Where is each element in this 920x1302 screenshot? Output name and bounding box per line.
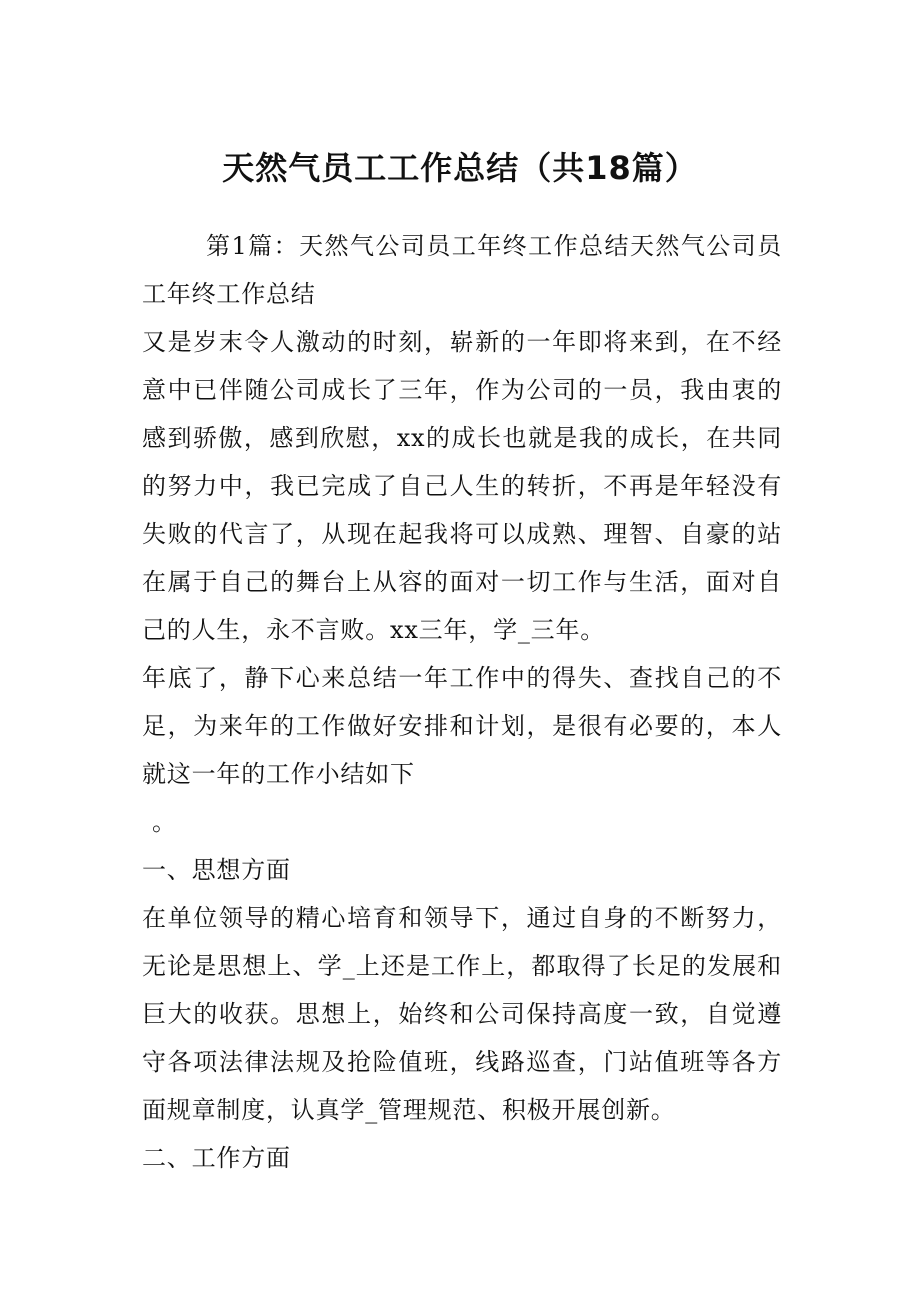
document-title: 天然气员工工作总结（共18篇） (222, 149, 698, 187)
document-body (142, 222, 782, 1182)
section-heading-thought: 一、思想方面 (142, 856, 291, 884)
section-heading-work: 二、工作方面 (142, 1144, 291, 1172)
paragraph-period: 。 (152, 808, 177, 836)
paragraph-article-heading: 第1篇：天然气公司员工年终工作总结天然气公司员工年终工作总结 (142, 232, 782, 308)
paragraph-intro: 又是岁末令人激动的时刻，崭新的一年即将来到，在不经意中已伴随公司成长了三年，作为公司的一员，我由衷的感到骄傲，感到欣慰，xx的成长也就是我的成长，在共同的努力中，我已完成了自己人生的转折，不再是年轻没有失败的代言了，从现在起我将可以成熟、理智、自豪的站在属于自己的舞台上从容的面对一切工作与生活，面对自己的人生，永不言败。xx三年，学_三年。 (142, 328, 782, 644)
paragraph-year-end: 年底了，静下心来总结一年工作中的得失、查找自己的不足，为来年的工作做好安排和计划，是很有必要的，本人就这一年的工作小结如下 (142, 664, 782, 788)
paragraph-thought: 在单位领导的精心培育和领导下，通过自身的不断努力，无论是思想上、学_上还是工作上，都取得了长足的发展和巨大的收获。思想上，始终和公司保持高度一致，自觉遵守各项法律法规及抢险值班，线路巡查，门站值班等各方面规章制度，认真学_管理规范、积极开展创新。 (142, 904, 782, 1124)
